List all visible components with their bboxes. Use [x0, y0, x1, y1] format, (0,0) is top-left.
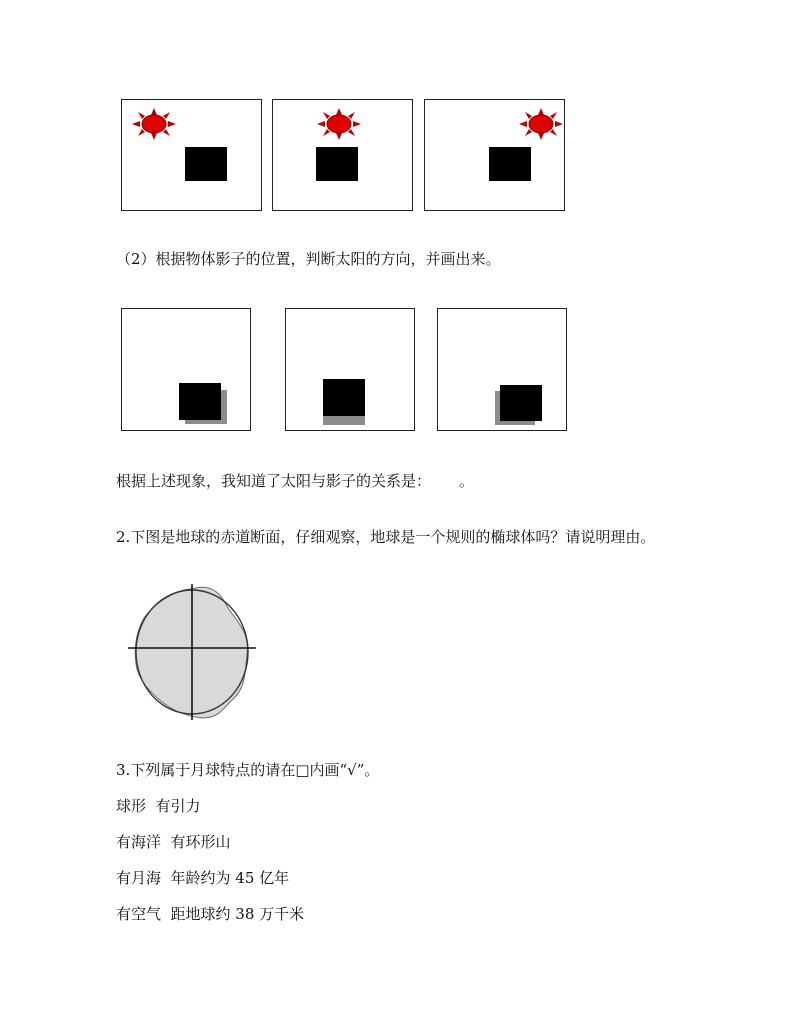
frame-2	[272, 99, 413, 211]
question-1-2-text: （2）根据物体影子的位置，判断太阳的方向，并画出来。	[116, 250, 501, 268]
option-row-4[interactable]: 有空气 距地球约 38 万千米	[116, 905, 305, 923]
black-square	[185, 147, 227, 181]
earth-cross-section-figure	[126, 582, 260, 722]
conclusion-text	[116, 471, 474, 491]
frame-5	[285, 308, 415, 431]
frame-1	[121, 99, 262, 211]
option-row-1[interactable]: 球形 有引力	[116, 797, 201, 815]
frame-3	[424, 99, 565, 211]
sun-icon	[317, 108, 361, 140]
conclusion-label: 根据上述现象，我知道了太阳与影子的关系是：	[116, 472, 432, 490]
sun-icon	[519, 108, 563, 140]
option-row-3[interactable]: 有月海 年龄约为 45 亿年	[116, 869, 290, 887]
black-square	[323, 379, 365, 416]
sun-icon	[132, 108, 176, 140]
black-square	[316, 147, 358, 181]
black-square	[179, 383, 221, 420]
frame-4	[121, 308, 251, 431]
black-square	[500, 385, 542, 421]
question-2-text: 2.下图是地球的赤道断面，仔细观察，地球是一个规则的椭球体吗？请说明理由。	[116, 528, 656, 546]
option-row-2[interactable]: 有海洋 有环形山	[116, 833, 231, 851]
black-square	[489, 147, 531, 181]
frame-6	[437, 308, 567, 431]
question-3-text: 3.下列属于月球特点的请在□内画“√”。	[116, 761, 380, 779]
conclusion-period: 。	[459, 472, 475, 490]
